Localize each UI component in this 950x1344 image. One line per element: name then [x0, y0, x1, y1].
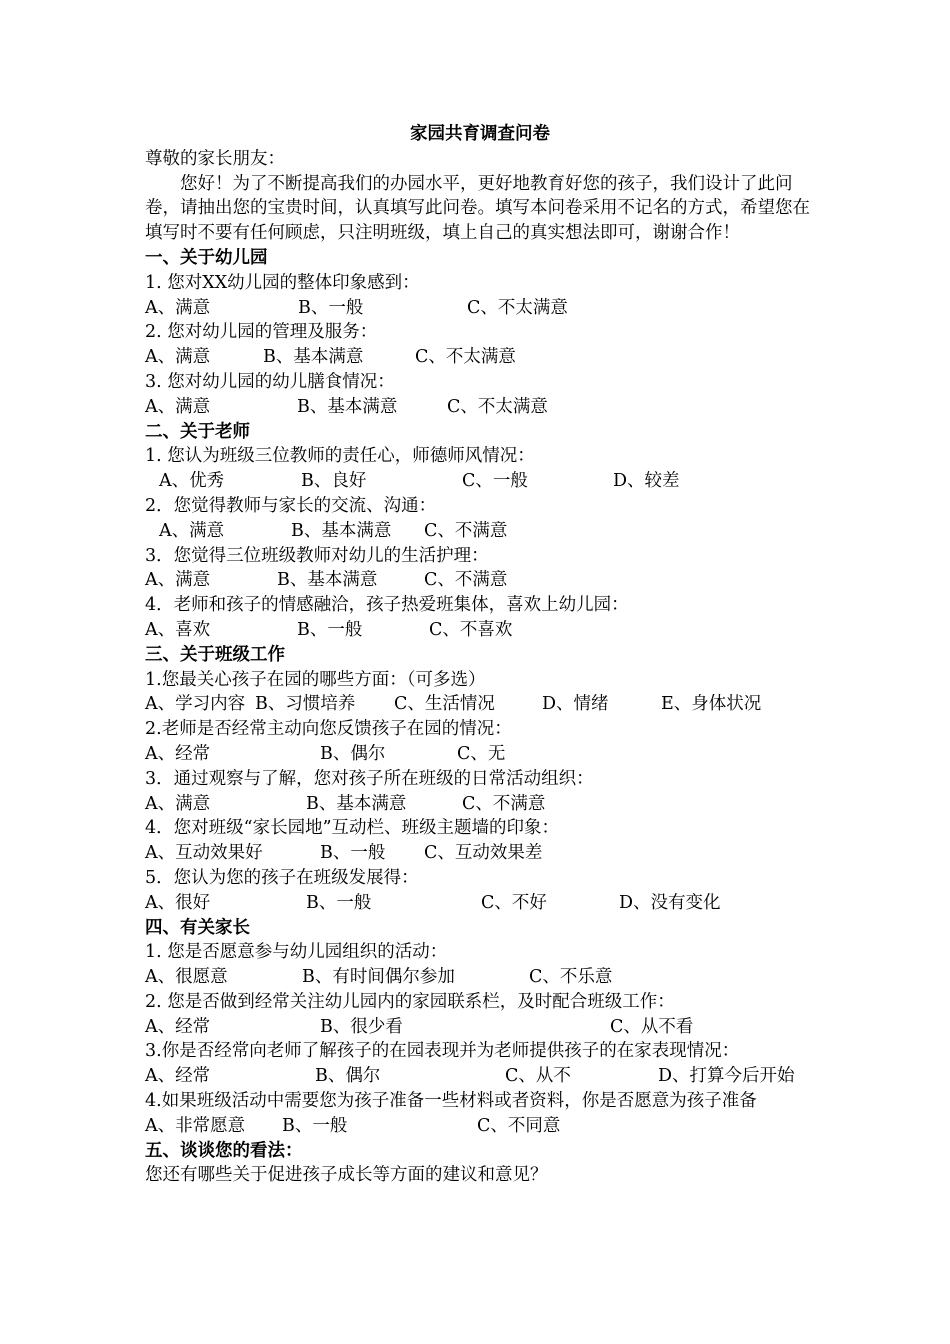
section-heading: 二、关于老师	[145, 421, 250, 442]
answer-option[interactable]: B、基本满意	[263, 347, 364, 368]
question-text: 3．通过观察与了解，您对孩子所在班级的日常活动组织：	[145, 768, 594, 789]
answer-option[interactable]: A、满意	[145, 347, 211, 368]
answer-option[interactable]: A、非常愿意	[145, 1115, 246, 1136]
answer-option[interactable]: C、从不	[505, 1066, 571, 1087]
answer-option[interactable]: C、不乐意	[529, 967, 613, 988]
answer-options	[145, 891, 815, 916]
answer-option[interactable]: A、很愿意	[145, 967, 228, 988]
question-text: 1. 您对XX幼儿园的整体印象感到：	[145, 272, 420, 293]
answer-option[interactable]: C、无	[457, 743, 506, 764]
answer-options	[145, 395, 815, 420]
question-text: 2.老师是否经常主动向您反馈孩子在园的情况：	[145, 719, 512, 740]
answer-option[interactable]: C、不满意	[462, 793, 546, 814]
answer-option[interactable]: C、互动效果差	[424, 843, 543, 864]
answer-options	[145, 1064, 815, 1089]
answer-option[interactable]: D、情绪	[542, 694, 609, 715]
question-text: 4．老师和孩子的情感融洽，孩子热爱班集体，喜欢上幼儿园：	[145, 595, 629, 616]
answer-option[interactable]: B、偶尔	[315, 1066, 381, 1087]
answer-option[interactable]: C、不太满意	[447, 396, 548, 417]
answer-option[interactable]: B、一般	[282, 1115, 348, 1136]
answer-options	[145, 568, 815, 593]
answer-option[interactable]: B、一般	[306, 892, 372, 913]
answer-option[interactable]: B、习惯培养	[255, 694, 356, 715]
document-title: 家园共育调查问卷	[410, 124, 550, 144]
answer-option[interactable]: A、满意	[145, 396, 211, 417]
question-text: 1. 您是否愿意参与幼儿园组织的活动：	[145, 942, 448, 963]
intro-paragraph: 您好！为了不断提高我们的办园水平，更好地教育好您的孩子，我们设计了此问卷，请抽出您的宝贵时间，认真填写此问卷。填写本问卷采用不记名的方式，希望您在填写时不要有任何顾虑，只注明班级，填上自己的真实想法即可，谢谢合作！	[145, 173, 810, 244]
answer-option[interactable]: C、不太满意	[467, 297, 568, 318]
questionnaire-page	[145, 122, 815, 1188]
answer-option[interactable]: A、喜欢	[145, 619, 211, 640]
greeting: 尊敬的家长朋友：	[145, 148, 285, 169]
answer-option[interactable]: A、学习内容	[145, 694, 246, 715]
answer-options	[145, 792, 815, 817]
answer-options	[145, 692, 815, 717]
answer-options	[145, 469, 815, 494]
answer-option[interactable]: B、一般	[320, 843, 386, 864]
answer-option[interactable]: A、互动效果好	[145, 843, 263, 864]
answer-option[interactable]: D、较差	[613, 471, 680, 492]
answer-option[interactable]: A、满意	[145, 297, 211, 318]
answer-option[interactable]: C、不同意	[477, 1115, 561, 1136]
answer-options	[145, 1114, 815, 1139]
answer-option[interactable]: B、良好	[301, 471, 367, 492]
answer-option[interactable]: D、打算今后开始	[658, 1066, 795, 1087]
answer-options	[145, 742, 815, 767]
answer-option[interactable]: A、满意	[145, 570, 211, 591]
answer-option[interactable]: B、基本满意	[277, 570, 378, 591]
answer-option[interactable]: A、满意	[159, 520, 225, 541]
question-text: 1.您最关心孩子在园的哪些方面：（可多选）	[145, 669, 486, 690]
question-text: 2. 您对幼儿园的管理及服务：	[145, 322, 378, 343]
answer-option[interactable]: B、基本满意	[306, 793, 407, 814]
answer-option[interactable]: D、没有变化	[619, 892, 721, 913]
answer-options	[145, 296, 815, 321]
question-text: 2．您觉得教师与家长的交流、沟通：	[145, 495, 437, 516]
question-text: 3.你是否经常向老师了解孩子的在园表现并为老师提供孩子的在家表现情况：	[145, 1041, 740, 1062]
answer-option[interactable]: C、一般	[462, 471, 528, 492]
section-heading: 五、谈谈您的看法：	[145, 1140, 303, 1161]
answer-option[interactable]: C、从不看	[610, 1016, 694, 1037]
question-text: 5．您认为您的孩子在班级发展得：	[145, 867, 419, 888]
question-text: 4.如果班级活动中需要您为孩子准备一些材料或者资料，你是否愿意为孩子准备	[145, 1091, 757, 1112]
question-text: 1. 您认为班级三位教师的责任心，师德师风情况：	[145, 446, 535, 467]
section-heading: 四、有关家长	[145, 917, 250, 938]
answer-option[interactable]: B、基本满意	[297, 396, 398, 417]
answer-option[interactable]: C、不好	[481, 892, 547, 913]
answer-option[interactable]: E、身体状况	[661, 694, 762, 715]
question-text: 2. 您是否做到经常关注幼儿园内的家园联系栏，及时配合班级工作：	[145, 991, 675, 1012]
answer-option[interactable]: B、一般	[298, 297, 364, 318]
question-text: 您还有哪些关于促进孩子成长等方面的建议和意见？	[145, 1165, 548, 1186]
answer-option[interactable]: A、满意	[145, 793, 211, 814]
answer-option[interactable]: A、很好	[145, 892, 211, 913]
section-heading: 三、关于班级工作	[145, 644, 285, 665]
answer-option[interactable]: A、经常	[145, 1016, 211, 1037]
answer-option[interactable]: B、很少看	[320, 1016, 403, 1037]
answer-options	[145, 1015, 815, 1040]
answer-options	[145, 618, 815, 643]
answer-option[interactable]: B、有时间偶尔参加	[302, 967, 455, 988]
answer-option[interactable]: C、不太满意	[415, 347, 516, 368]
sections-container	[145, 246, 815, 1188]
question-text: 4．您对班级“家长园地”互动栏、班级主题墙的印象：	[145, 818, 560, 839]
section-heading: 一、关于幼儿园	[145, 247, 268, 268]
answer-option[interactable]: B、一般	[297, 619, 363, 640]
answer-option[interactable]: B、偶尔	[320, 743, 386, 764]
answer-options	[145, 519, 815, 544]
question-text: 3．您觉得三位班级教师对幼儿的生活护理：	[145, 545, 489, 566]
question-text: 3. 您对幼儿园的幼儿膳食情况：	[145, 371, 395, 392]
answer-option[interactable]: A、经常	[145, 1066, 211, 1087]
answer-option[interactable]: C、生活情况	[394, 694, 495, 715]
answer-option[interactable]: C、不满意	[424, 520, 508, 541]
answer-option[interactable]: A、经常	[145, 743, 211, 764]
answer-options	[145, 965, 815, 990]
answer-option[interactable]: C、不喜欢	[429, 619, 513, 640]
answer-option[interactable]: B、基本满意	[291, 520, 392, 541]
answer-option[interactable]: C、不满意	[424, 570, 508, 591]
answer-option[interactable]: A、优秀	[159, 471, 225, 492]
answer-options	[145, 345, 815, 370]
answer-options	[145, 841, 815, 866]
